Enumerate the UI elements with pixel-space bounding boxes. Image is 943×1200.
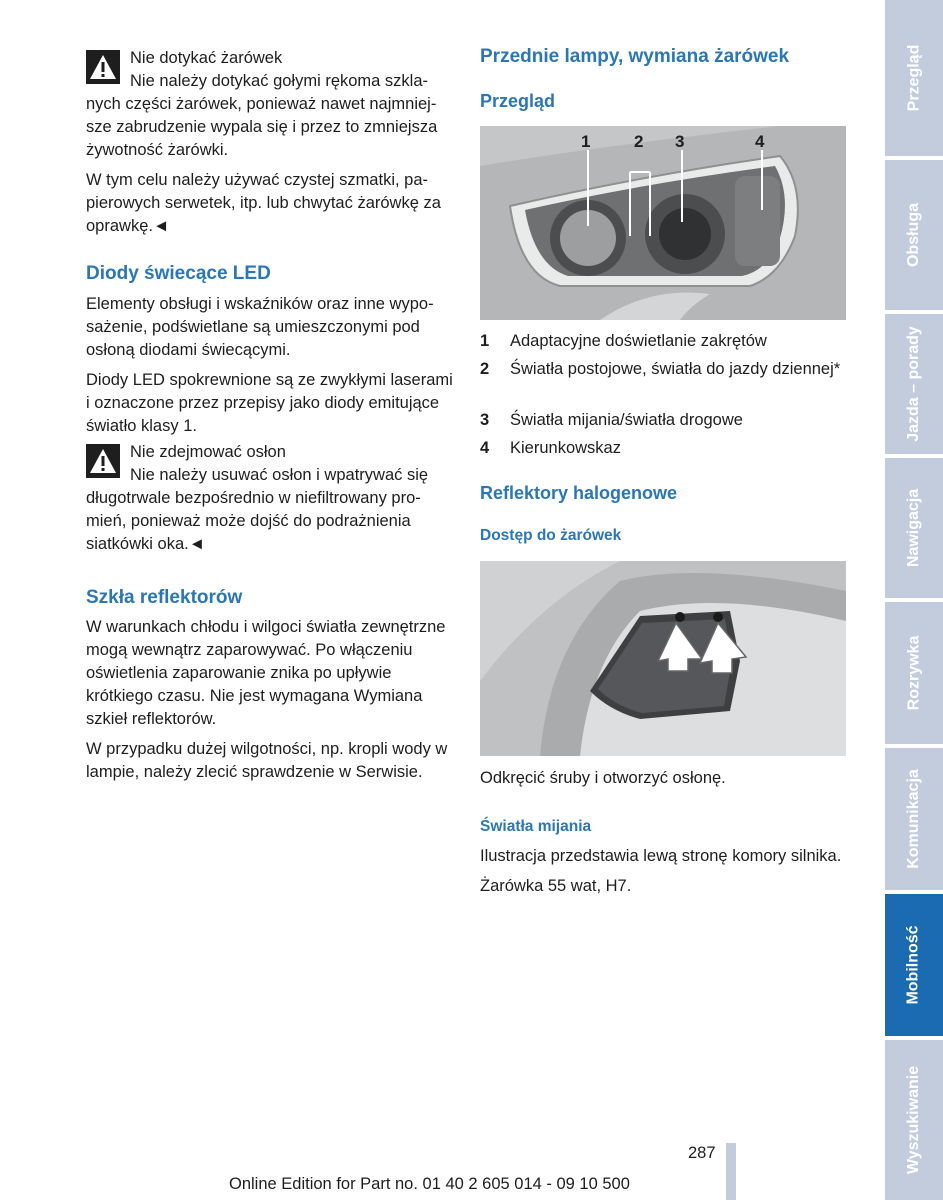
low-beam-text	[480, 845, 846, 898]
low-beam-heading: Światła mijania	[480, 818, 592, 835]
warning-body-2: W tym celu należy używać czystej szmatki, papierowych serwetek, itp. lub chwytać żarówkę za oprawkę.◄	[86, 171, 441, 235]
figure-label-2: 2	[634, 132, 644, 151]
led-paragraph-2: Diody LED spokrewnione są ze zwykłymi laserami i oznaczone przez przepisy jako diody emitujące światło klasy 1.	[86, 371, 453, 435]
tab-rozrywka[interactable]	[885, 602, 943, 744]
legend-text: Światła mijania/światła drogowe	[510, 411, 743, 429]
tab-wyszukiwanie[interactable]	[885, 1040, 943, 1200]
low-beam-paragraph-1: Ilustracja przedstawia lewą stronę komory silnika.	[480, 847, 842, 865]
warning-triangle-icon	[86, 444, 120, 478]
halogen-heading: Reflektory halogenowe	[480, 483, 678, 503]
glass-paragraph-1: W warunkach chłodu i wilgoci światła zewnętrzne mogą wewnątrz zaparowywać. Po włączeniu oświetlenia zaparowanie znika po upływie krótkiego czasu. Nie jest wymagana Wymiana szkieł reflektorów.	[86, 618, 446, 728]
tab-jazda-porady[interactable]	[885, 314, 943, 454]
legend-number: 2	[480, 360, 490, 378]
warning-triangle-icon	[86, 50, 120, 84]
tab-komunikacja[interactable]	[885, 748, 943, 890]
glass-heading: Szkła reflektorów	[86, 587, 243, 608]
legend-number: 4	[480, 439, 490, 457]
warning-box-bulbs	[86, 47, 454, 238]
legend-text: Kierunkowskaz	[510, 439, 621, 457]
bulb-access-heading: Dostęp do żarówek	[480, 527, 622, 544]
figure-label-1: 1	[581, 132, 591, 151]
figure-label-4: 4	[755, 132, 765, 151]
tab-przeglad[interactable]	[885, 0, 943, 156]
legend-text: Adaptacyjne doświetlanie zakrętów	[510, 332, 767, 350]
led-paragraph-1: Elementy obsługi i wskaźników oraz inne wyposażenie, podświetlane są umieszczonymi pod osłoną diodami świecącymi.	[86, 295, 434, 359]
glass-paragraph-2: W przypadku dużej wilgotności, np. kropli wody w lampie, należy zlecić sprawdzenie w Serwisie.	[86, 740, 448, 781]
low-beam-paragraph-2: Żarówka 55 wat, H7.	[480, 877, 632, 895]
legend-text: Światła postojowe, światła do jazdy dziennej*	[510, 360, 841, 378]
warning-title: Nie dotykać żarówek	[130, 49, 283, 67]
tab-mobilnosc[interactable]	[885, 894, 943, 1036]
page-number: 287	[688, 1144, 716, 1162]
tab-obsluga[interactable]	[885, 160, 943, 310]
figure-label-3: 3	[675, 132, 685, 151]
tab-label: Jazda – porady	[905, 326, 923, 442]
tab-nawigacja[interactable]	[885, 458, 943, 598]
legend-number: 1	[480, 332, 490, 350]
led-text	[86, 293, 454, 438]
tab-label: Mobilność	[905, 925, 923, 1005]
tab-label: Rozrywka	[905, 635, 923, 711]
headlights-heading: Przednie lampy, wymiana żarówek	[480, 46, 790, 67]
warning-body: Nie należy usuwać osłon i wpatrywać się długotrwale bezpośrednio w niefiltrowany promień, ponieważ może dojść do podrażnienia siatkówki oka.◄	[86, 466, 429, 553]
headlight-overview-image	[480, 126, 846, 320]
warning-box-covers	[86, 441, 454, 556]
tab-label: Obsługa	[905, 202, 923, 268]
legend-number: 3	[480, 411, 490, 429]
led-heading: Diody świecące LED	[86, 263, 271, 284]
chapter-tabs	[885, 0, 943, 1200]
tab-label: Wyszukiwanie	[905, 1065, 922, 1175]
footer-text: Online Edition for Part no. 01 40 2 605 014 - 09 10 500	[229, 1175, 630, 1193]
tab-label: Nawigacja	[905, 488, 923, 568]
glass-text	[86, 616, 454, 784]
bulb-access-text: Odkręcić śruby i otworzyć osłonę.	[480, 769, 726, 787]
warning-title: Nie zdejmować osłon	[130, 443, 286, 461]
page-marker-bar	[726, 1143, 736, 1200]
tab-label: Komunikacja	[905, 769, 922, 869]
tab-label: Przegląd	[905, 44, 922, 112]
bulb-access-image	[480, 561, 846, 756]
overview-heading: Przegląd	[480, 91, 556, 111]
warning-body: Nie należy dotykać gołymi rękoma szklanych części żarówek, ponieważ nawet najmniejsze zabrudzenie wypala się i przez to zmniejsza żywotność żarówki.	[86, 72, 438, 159]
